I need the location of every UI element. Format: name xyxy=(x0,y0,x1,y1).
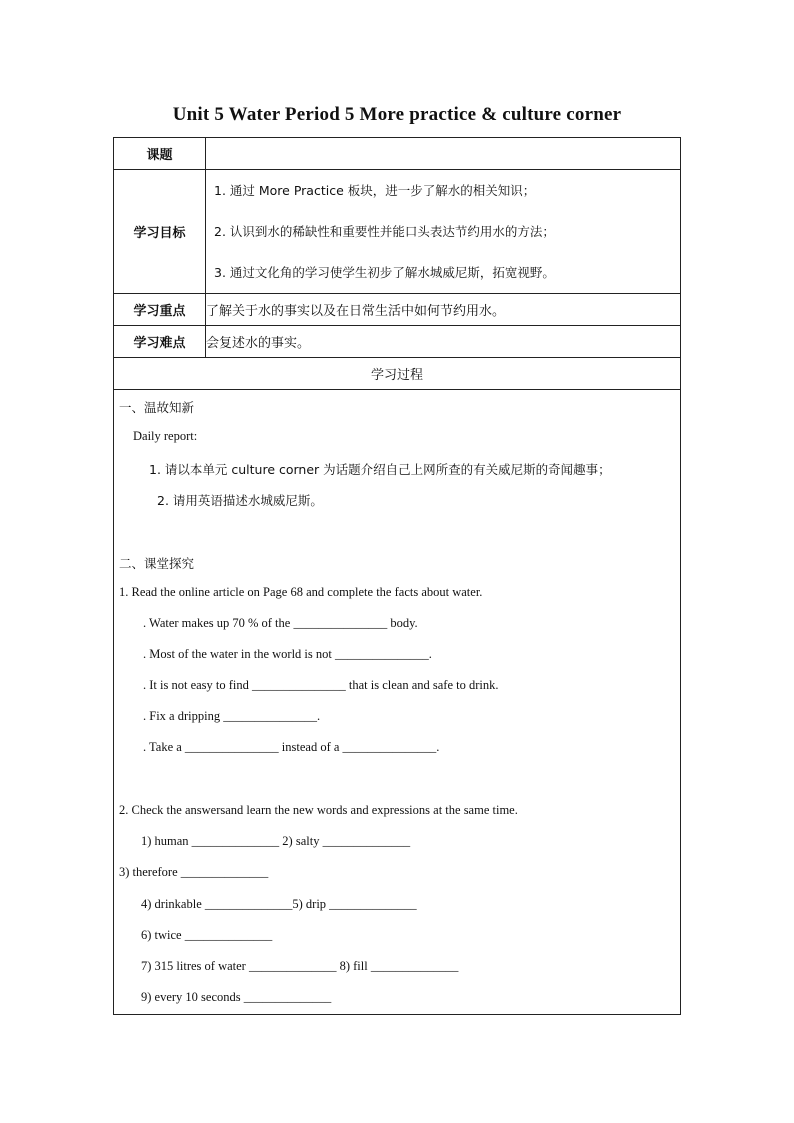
fill-blank-item: . Fix a dripping _______________. xyxy=(143,709,321,723)
question-2: 2. Check the answersand learn the new words and expressions at the same time. xyxy=(119,803,518,817)
goals-row xyxy=(114,170,681,294)
process-heading: 学习过程 xyxy=(114,358,681,390)
fill-blank-item: . It is not easy to find _______________ that is clean and safe to drink. xyxy=(143,678,499,692)
goals-cell xyxy=(206,170,681,294)
goal-item: 3. 通过文化角的学习使学生初步了解水城威尼斯，拓宽视野。 xyxy=(214,265,555,280)
vocab-item: 6) twice ______________ xyxy=(141,928,273,942)
daily-report-label: Daily report: xyxy=(133,429,198,443)
lesson-plan-table xyxy=(113,137,681,1015)
process-content-cell xyxy=(114,390,681,1015)
goal-item: 1. 通过 More Practice 板块，进一步了解水的相关知识； xyxy=(214,183,536,198)
review-item: 2. 请用英语描述水城威尼斯。 xyxy=(157,493,323,508)
section2-heading: 二、课堂探究 xyxy=(119,556,195,571)
difficulty-row xyxy=(114,326,681,358)
difficulty-label: 学习难点 xyxy=(114,326,206,358)
goal-item: 2. 认识到水的稀缺性和重要性并能口头表达节约用水的方法； xyxy=(214,224,555,239)
page-title: Unit 5 Water Period 5 More practice & culture corner xyxy=(172,104,622,125)
process-header-row xyxy=(114,358,681,390)
fill-blank-item: . Most of the water in the world is not _______________. xyxy=(143,647,432,661)
topic-label: 课题 xyxy=(114,138,206,170)
difficulty-value: 会复述水的事实。 xyxy=(206,326,681,358)
vocab-item: 7) 315 litres of water ______________ 8) fill ______________ xyxy=(141,959,459,973)
section1-heading: 一、温故知新 xyxy=(119,400,195,415)
fill-blank-item: . Water makes up 70 % of the _______________ body. xyxy=(143,616,418,630)
goals-label: 学习目标 xyxy=(114,170,206,294)
focus-value: 了解关于水的事实以及在日常生活中如何节约用水。 xyxy=(206,294,681,326)
topic-row xyxy=(114,138,681,170)
process-content xyxy=(114,390,680,1014)
process-content-row xyxy=(114,390,681,1015)
focus-label: 学习重点 xyxy=(114,294,206,326)
vocab-item: 1) human ______________ 2) salty ______________ xyxy=(141,834,411,848)
review-item: 1. 请以本单元 culture corner 为话题介绍自己上网所查的有关威尼斯的奇闻趣事； xyxy=(149,462,611,477)
focus-row xyxy=(114,294,681,326)
fill-blank-item: . Take a _______________ instead of a _______________. xyxy=(143,740,440,754)
topic-value xyxy=(206,138,681,170)
vocab-item: 3) therefore ______________ xyxy=(119,865,269,879)
vocab-item: 9) every 10 seconds ______________ xyxy=(141,990,332,1004)
question-1: 1. Read the online article on Page 68 and complete the facts about water. xyxy=(119,585,483,599)
vocab-item: 4) drinkable ______________5) drip ______________ xyxy=(141,897,417,911)
